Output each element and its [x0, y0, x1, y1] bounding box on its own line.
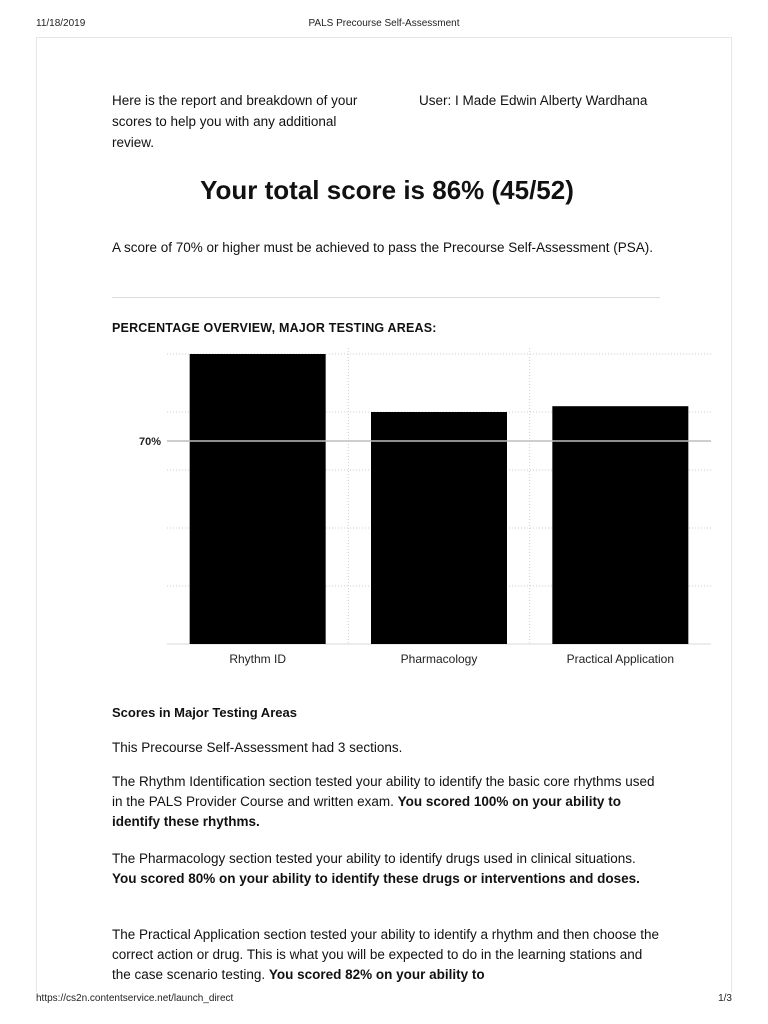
total-score: Your total score is 86% (45/52) — [200, 175, 574, 205]
score-bar-chart — [97, 348, 717, 678]
intro-text: Here is the report and breakdown of your scores to help you with any additional review. — [112, 93, 358, 150]
bar-rhythm-id — [190, 354, 326, 644]
print-header — [36, 18, 732, 29]
print-url: https://cs2n.contentservice.net/launch_direct — [36, 993, 234, 1004]
divider — [112, 297, 660, 298]
rhythm-score: You scored 100% on your ability to identify these rhythms. — [112, 794, 621, 829]
practical-text: The Practical Application section tested your ability to identify a rhythm and then choose the correct action or drug. This is what you will be expected to do in the learning stations and the case scenario testing. — [112, 927, 660, 982]
user-name: User: I Made Edwin Alberty Wardhana — [419, 93, 648, 108]
overview-title: PERCENTAGE OVERVIEW, MAJOR TESTING AREAS: — [112, 321, 437, 335]
x-tick-label: Pharmacology — [400, 652, 478, 666]
print-footer — [36, 993, 732, 1004]
bar-practical-application — [552, 406, 688, 644]
pass-note: A score of 70% or higher must be achieved to pass the Precourse Self-Assessment (PSA). — [112, 240, 654, 255]
x-tick-label: Rhythm ID — [229, 652, 287, 666]
section-heading: Scores in Major Testing Areas — [112, 705, 297, 720]
rhythm-text: The Rhythm Identification section tested your ability to identify the basic core rhythms used in the PALS Provider Course and written exam. — [112, 774, 655, 809]
reference-line-label: 70% — [139, 436, 162, 448]
practical-paragraph — [112, 925, 662, 985]
pharm-score: You scored 80% on your ability to identify these drugs or interventions and doses. — [112, 871, 640, 886]
bar-pharmacology — [371, 412, 507, 644]
report-sheet — [36, 37, 732, 992]
x-tick-label: Practical Application — [566, 652, 675, 666]
sections-count: This Precourse Self-Assessment had 3 sections. — [112, 740, 403, 755]
print-date: 11/18/2019 — [36, 18, 86, 29]
rhythm-paragraph — [112, 772, 662, 832]
practical-score: You scored 82% on your ability to — [268, 967, 485, 982]
pharm-text: The Pharmacology section tested your ability to identify drugs used in clinical situations. — [112, 851, 636, 866]
page-number: 1/3 — [718, 993, 732, 1004]
pharm-paragraph — [112, 849, 662, 889]
print-title: PALS Precourse Self-Assessment — [308, 18, 460, 29]
